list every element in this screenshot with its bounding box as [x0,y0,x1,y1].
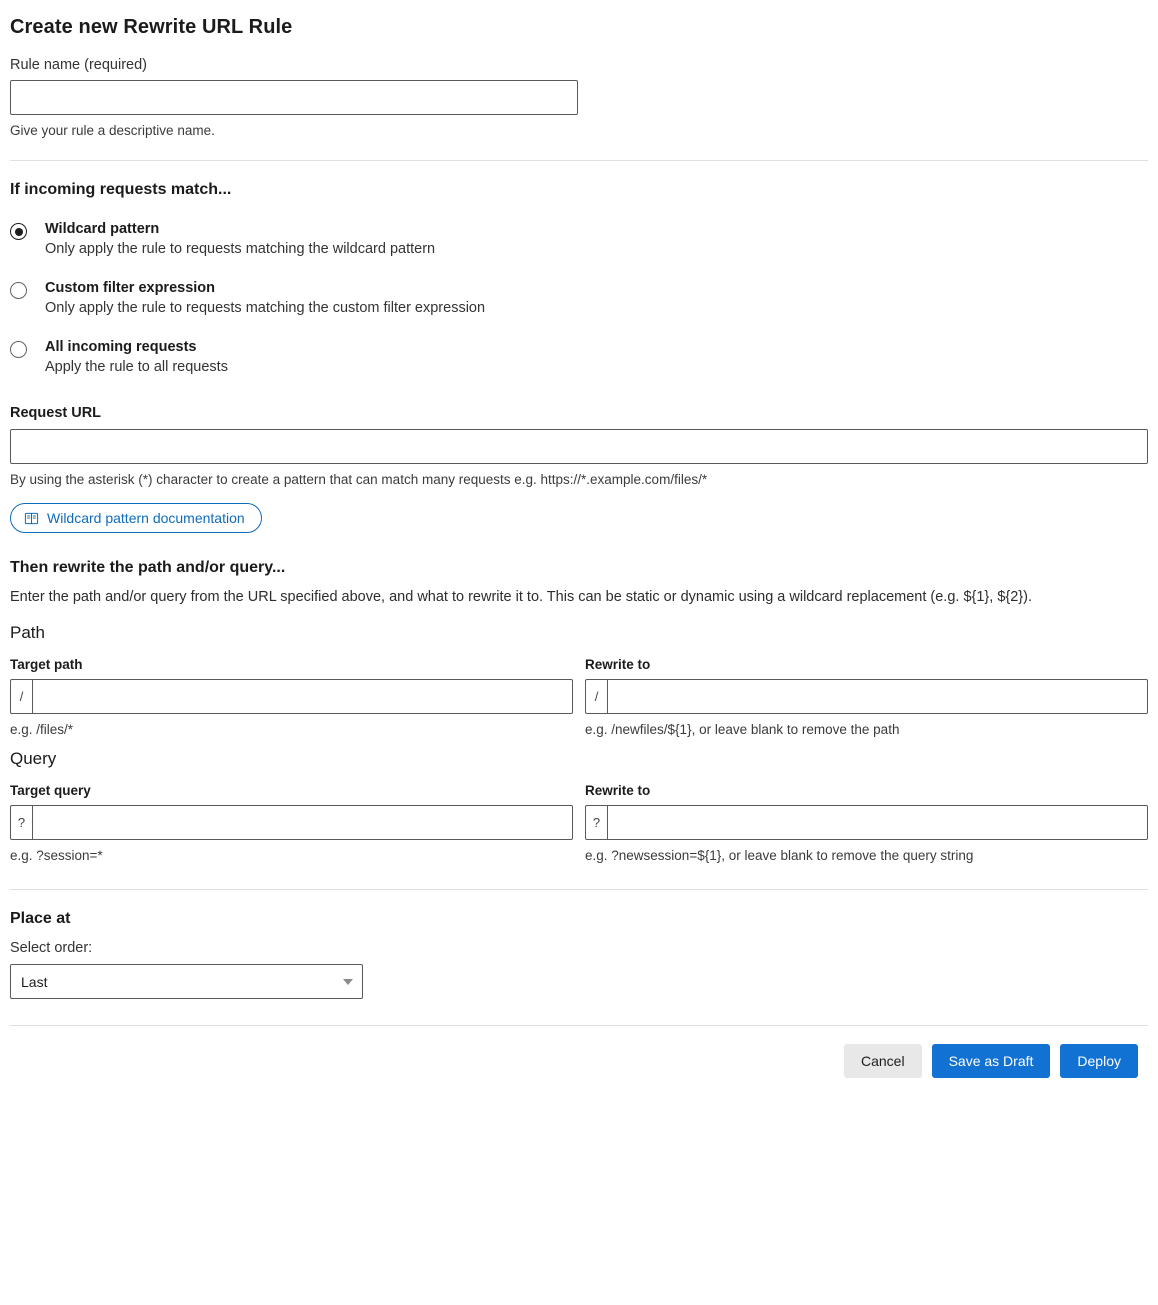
target-path-hint: e.g. /files/* [10,722,74,737]
request-url-hint: By using the asterisk (*) character to create a pattern that can match many requests e.g. https://*.example.com/files/* [10,472,708,487]
rewrite-section-description: Enter the path and/or query from the URL specified above, and what to rewrite it to. This can be static or dynamic using a wildcard replacement (e.g. ${1}, ${2}). [10,589,1033,605]
rewrite-query-input[interactable] [607,805,1148,840]
radio-option-all-incoming-requests[interactable] [10,339,1148,375]
rule-name-input[interactable] [10,80,578,115]
rewrite-query-field [585,783,1148,863]
radio-option-title: Custom filter expression [45,280,216,296]
book-icon [24,511,39,526]
match-section-heading: If incoming requests match... [10,181,232,198]
request-url-label: Request URL [10,405,102,421]
select-order-value[interactable]: Last [10,964,363,999]
radio-indicator[interactable] [10,341,27,358]
radio-option-description: Only apply the rule to requests matching the custom filter expression [45,300,486,316]
cancel-button[interactable]: Cancel [844,1044,922,1078]
query-fields-row [10,783,1148,863]
rewrite-path-field [585,657,1148,737]
target-query-hint: e.g. ?session=* [10,848,103,863]
path-group-label: Path [10,623,45,642]
save-as-draft-button[interactable]: Save as Draft [932,1044,1051,1078]
target-path-input[interactable] [32,679,573,714]
doc-link-label: Wildcard pattern documentation [47,510,245,526]
radio-option-custom-filter-expression[interactable] [10,280,1148,316]
footer-actions [10,1026,1148,1096]
rewrite-path-label: Rewrite to [585,657,651,672]
deploy-button[interactable]: Deploy [1060,1044,1138,1078]
target-query-prefix: ? [10,805,32,840]
rewrite-path-hint: e.g. /newfiles/${1}, or leave blank to remove the path [585,722,900,737]
radio-option-description: Only apply the rule to requests matching the wildcard pattern [45,241,436,257]
path-fields-row [10,657,1148,737]
rewrite-path-input[interactable] [607,679,1148,714]
request-url-input[interactable] [10,429,1148,464]
target-query-field [10,783,573,863]
radio-option-title: All incoming requests [45,339,197,355]
rule-name-hint: Give your rule a descriptive name. [10,123,215,138]
target-path-field [10,657,573,737]
divider [10,889,1148,890]
rule-name-label: Rule name (required) [10,57,148,73]
wildcard-pattern-documentation-link[interactable] [10,503,262,533]
page-title: Create new Rewrite URL Rule [10,16,293,38]
target-path-label: Target path [10,657,83,672]
rewrite-query-hint: e.g. ?newsession=${1}, or leave blank to remove the query string [585,848,974,863]
radio-indicator[interactable] [10,282,27,299]
radio-option-wildcard-pattern[interactable] [10,221,1148,257]
query-group-label: Query [10,749,57,768]
rewrite-query-label: Rewrite to [585,783,651,798]
rewrite-path-prefix: / [585,679,607,714]
select-order-dropdown[interactable] [10,964,363,999]
rewrite-query-prefix: ? [585,805,607,840]
select-order-label: Select order: [10,940,93,956]
divider [10,160,1148,161]
target-query-input[interactable] [32,805,573,840]
radio-option-title: Wildcard pattern [45,221,160,237]
radio-option-description: Apply the rule to all requests [45,359,228,375]
target-path-prefix: / [10,679,32,714]
target-query-label: Target query [10,783,91,798]
rewrite-section-heading: Then rewrite the path and/or query... [10,559,286,576]
radio-indicator[interactable] [10,223,27,240]
place-at-heading: Place at [10,910,71,927]
